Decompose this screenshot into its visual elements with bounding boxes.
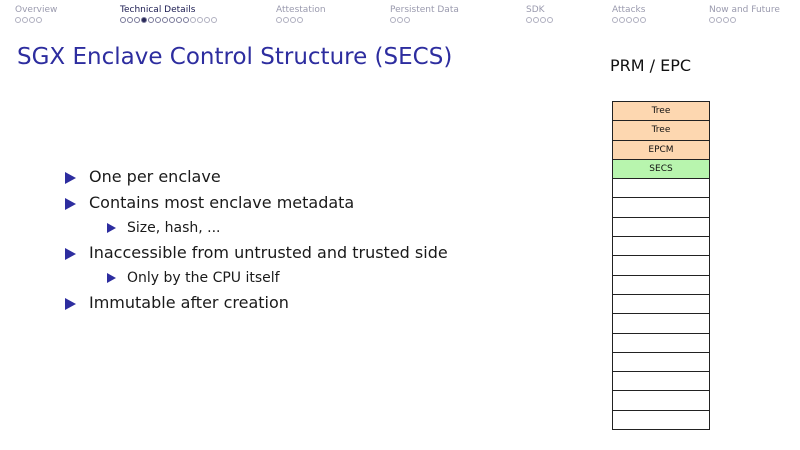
nav-section-label[interactable]: Attacks xyxy=(612,5,646,15)
nav-frame-dot[interactable] xyxy=(176,17,182,23)
nav-dots xyxy=(120,17,218,25)
epc-page xyxy=(613,372,709,391)
nav-dots xyxy=(612,17,647,25)
nav-section[interactable] xyxy=(526,5,554,25)
epc-page xyxy=(613,276,709,295)
triangle-bullet-icon xyxy=(107,273,116,283)
section-navigation xyxy=(0,5,800,29)
epc-page xyxy=(613,198,709,217)
nav-frame-dot[interactable] xyxy=(397,17,403,23)
nav-section[interactable] xyxy=(276,5,326,25)
nav-section-label[interactable]: Attestation xyxy=(276,5,326,15)
epc-page xyxy=(613,237,709,256)
bullet-text: One per enclave xyxy=(89,167,221,186)
nav-frame-dot[interactable] xyxy=(716,17,722,23)
nav-section-label[interactable]: Persistent Data xyxy=(390,5,459,15)
epc-page xyxy=(613,391,709,410)
nav-frame-dot[interactable] xyxy=(127,17,133,23)
nav-frame-dot[interactable] xyxy=(148,17,154,23)
nav-frame-dot[interactable] xyxy=(204,17,210,23)
nav-frame-dot[interactable] xyxy=(290,17,296,23)
nav-frame-dot[interactable] xyxy=(709,17,715,23)
bullet-text: Only by the CPU itself xyxy=(127,270,280,286)
nav-frame-dot[interactable] xyxy=(36,17,42,23)
nav-frame-dot[interactable] xyxy=(29,17,35,23)
nav-frame-dot[interactable] xyxy=(190,17,196,23)
epc-page xyxy=(613,334,709,353)
nav-frame-dot[interactable] xyxy=(297,17,303,23)
epc-page: SECS xyxy=(613,160,709,179)
epc-page xyxy=(613,314,709,333)
nav-frame-dot[interactable] xyxy=(540,17,546,23)
epc-page: Tree xyxy=(613,121,709,140)
nav-section[interactable] xyxy=(709,5,780,25)
nav-section-label[interactable]: Overview xyxy=(15,5,58,15)
bullet-item xyxy=(65,292,448,318)
nav-frame-dot[interactable] xyxy=(211,17,217,23)
nav-frame-dot[interactable] xyxy=(141,17,147,23)
nav-frame-dot[interactable] xyxy=(390,17,396,23)
nav-frame-dot[interactable] xyxy=(155,17,161,23)
triangle-bullet-icon xyxy=(107,223,116,233)
nav-frame-dot[interactable] xyxy=(197,17,203,23)
bullet-item xyxy=(65,166,448,192)
nav-section[interactable] xyxy=(120,5,218,25)
bullet-item xyxy=(65,268,448,292)
nav-dots xyxy=(390,17,459,25)
triangle-bullet-icon xyxy=(65,198,76,210)
nav-frame-dot[interactable] xyxy=(169,17,175,23)
bullet-text: Inaccessible from untrusted and trusted side xyxy=(89,243,448,262)
epc-diagram xyxy=(612,101,710,430)
nav-frame-dot[interactable] xyxy=(276,17,282,23)
nav-frame-dot[interactable] xyxy=(404,17,410,23)
nav-frame-dot[interactable] xyxy=(547,17,553,23)
nav-frame-dot[interactable] xyxy=(619,17,625,23)
nav-frame-dot[interactable] xyxy=(612,17,618,23)
triangle-bullet-icon xyxy=(65,248,76,260)
nav-frame-dot[interactable] xyxy=(723,17,729,23)
bullet-text: Contains most enclave metadata xyxy=(89,193,355,212)
nav-section[interactable] xyxy=(390,5,459,25)
nav-frame-dot[interactable] xyxy=(526,17,532,23)
nav-frame-dot[interactable] xyxy=(183,17,189,23)
nav-frame-dot[interactable] xyxy=(640,17,646,23)
nav-section[interactable] xyxy=(15,5,57,25)
bullet-item xyxy=(65,242,448,268)
nav-dots xyxy=(276,17,326,25)
epc-title: PRM / EPC xyxy=(610,56,692,75)
epc-page: EPCM xyxy=(613,141,709,160)
epc-page: Tree xyxy=(613,102,709,121)
nav-dots xyxy=(709,17,780,25)
nav-dots xyxy=(15,17,57,25)
nav-frame-dot[interactable] xyxy=(134,17,140,23)
epc-page xyxy=(613,256,709,275)
bullet-text: Immutable after creation xyxy=(89,293,289,312)
nav-frame-dot[interactable] xyxy=(120,17,126,23)
epc-page xyxy=(613,353,709,372)
nav-dots xyxy=(526,17,554,25)
nav-section-label[interactable]: Now and Future xyxy=(709,5,780,15)
nav-section-label[interactable]: SDK xyxy=(526,5,545,15)
epc-page xyxy=(613,179,709,198)
bullet-item xyxy=(65,218,448,242)
bullet-item xyxy=(65,192,448,218)
slide-title: SGX Enclave Control Structure (SECS) xyxy=(17,44,453,70)
nav-frame-dot[interactable] xyxy=(626,17,632,23)
triangle-bullet-icon xyxy=(65,298,76,310)
epc-page xyxy=(613,218,709,237)
nav-frame-dot[interactable] xyxy=(533,17,539,23)
nav-frame-dot[interactable] xyxy=(633,17,639,23)
nav-frame-dot[interactable] xyxy=(283,17,289,23)
bullet-text: Size, hash, ... xyxy=(127,220,221,236)
triangle-bullet-icon xyxy=(65,172,76,184)
nav-section[interactable] xyxy=(612,5,647,25)
nav-section-label[interactable]: Technical Details xyxy=(120,5,196,15)
nav-frame-dot[interactable] xyxy=(22,17,28,23)
nav-frame-dot[interactable] xyxy=(15,17,21,23)
nav-frame-dot[interactable] xyxy=(162,17,168,23)
bullet-list xyxy=(65,166,448,318)
epc-page xyxy=(613,295,709,314)
epc-page xyxy=(613,411,709,430)
nav-frame-dot[interactable] xyxy=(730,17,736,23)
